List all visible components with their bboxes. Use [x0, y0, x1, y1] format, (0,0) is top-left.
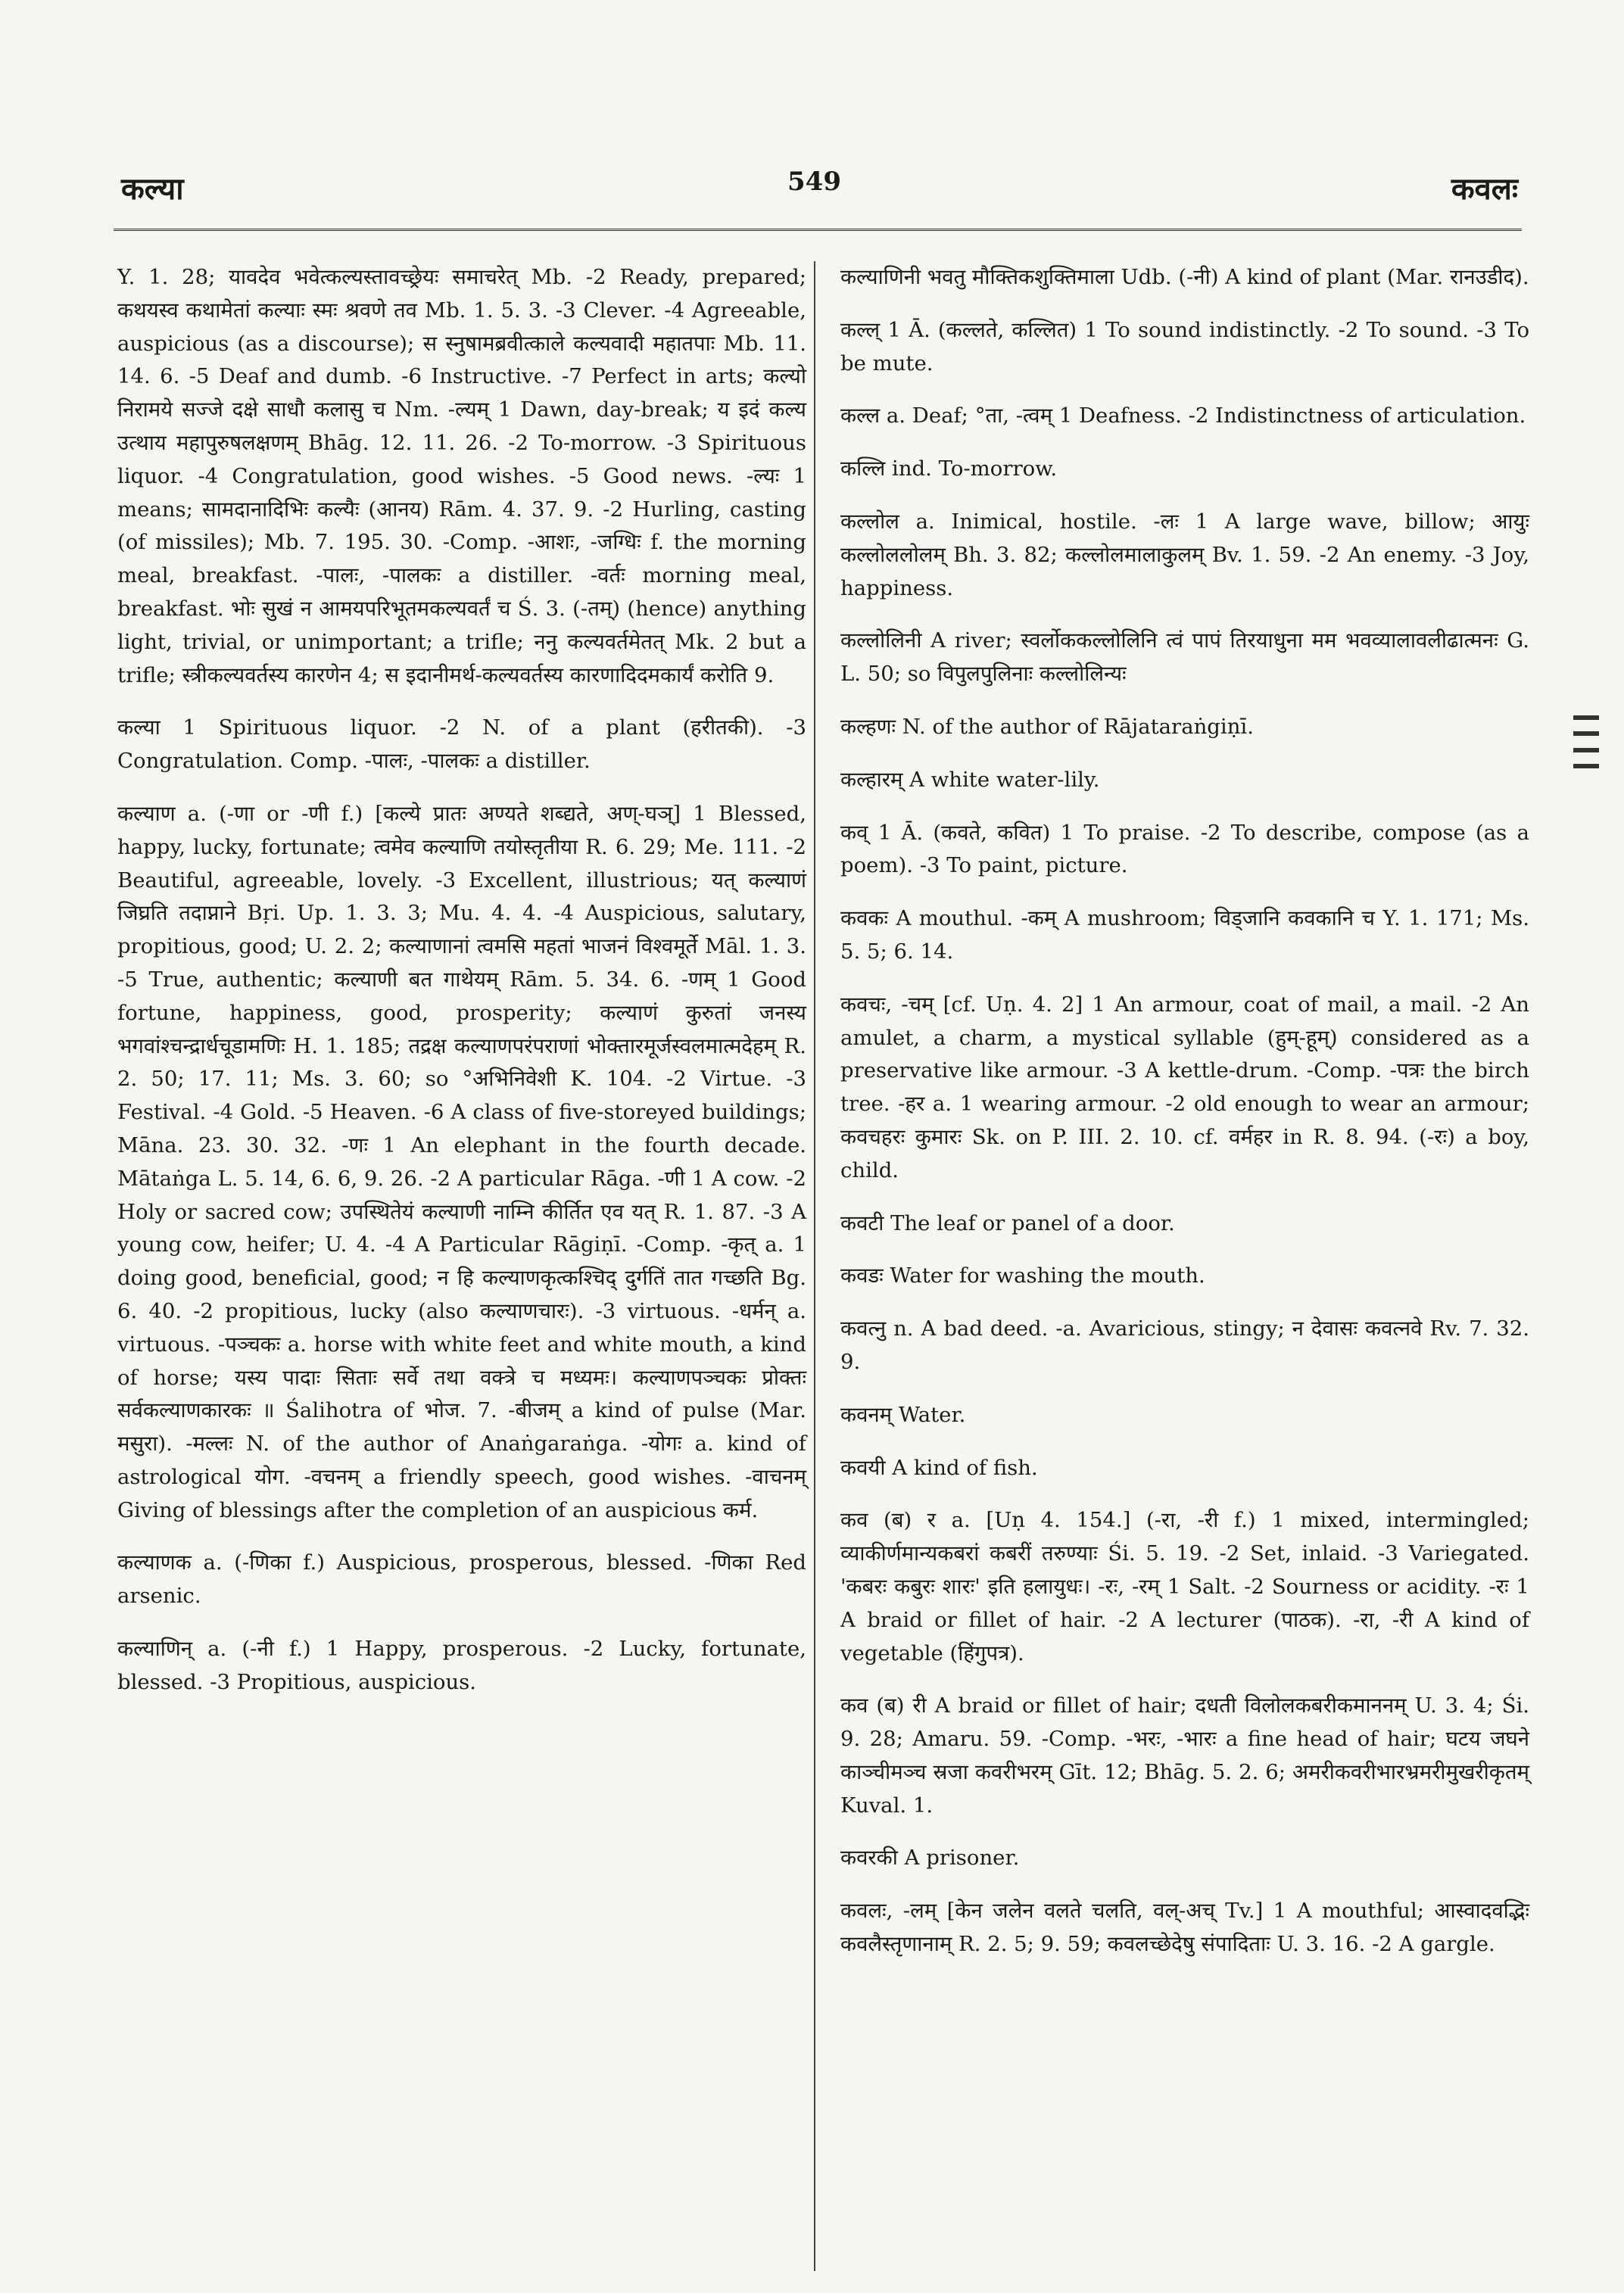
dictionary-entry [117, 1547, 806, 1613]
dictionary-entry [840, 261, 1529, 294]
dictionary-entry [840, 1504, 1529, 1670]
dictionary-entry [840, 1842, 1529, 1875]
entry-text: कवकः A mouthul. -कम् A mushroom; विड्जानि कवकानि च Y. 1. 171; Ms. 5. 5; 6. 14. [840, 906, 1529, 964]
entry-text: कवत्नु n. A bad deed. -a. Avaricious, stingy; न देवासः कवत्नवे Rv. 7. 32. 9. [840, 1316, 1529, 1374]
entry-text: कल्याणिन् a. (-नी f.) 1 Happy, prosperous. -2 Lucky, fortunate, blessed. -3 Propitious, auspicious. [117, 1637, 806, 1694]
header-guide-word-left: कल्या [121, 171, 184, 207]
entry-text: कवटी The leaf or panel of a door. [840, 1210, 1175, 1235]
dictionary-entry [840, 625, 1529, 691]
dictionary-entry [840, 1207, 1529, 1241]
dictionary-entry [840, 314, 1529, 381]
dictionary-entry [117, 261, 806, 692]
column-divider [814, 261, 815, 2271]
entry-text: कवयी A kind of fish. [840, 1455, 1038, 1480]
entry-text: कल्हारम् A white water-lily. [840, 767, 1100, 792]
dictionary-entry [840, 453, 1529, 486]
header-rule [114, 229, 1522, 231]
entry-text: कवनम् Water. [840, 1402, 966, 1427]
dictionary-entry [840, 1895, 1529, 1961]
dictionary-entry [840, 1260, 1529, 1293]
entry-text: कव् 1 Ā. (कवते, कवित) 1 To praise. -2 To describe, compose (as a poem). -3 To paint, picture. [840, 820, 1529, 878]
entry-text: कल्या 1 Spirituous liquor. -2 N. of a plant (हरीतकी). -3 Congratulation. Comp. -पालः, -पालकः a distiller. [117, 715, 806, 774]
dictionary-entry [840, 1452, 1529, 1485]
entry-text: कव (ब) री A braid or fillet of hair; दधती विलोलकबरीकमाननम् U. 3. 4; Śi. 9. 28; Amaru. 59. -Comp. -भरः, -भारः a fine head of hair; घटय जघने काञ्चीमञ्च स्रजा कवरीभरम् Gīt. 12; Bhāg. 5. 2. 6; अमरीकवरीभारभ्रमरीमुखरीकृतम् Kuval. 1. [840, 1693, 1529, 1818]
dictionary-entry [840, 1313, 1529, 1379]
left-column [117, 261, 806, 1719]
dictionary-entry [840, 989, 1529, 1188]
entry-text: कवडः Water for washing the mouth. [840, 1263, 1205, 1288]
entry-text: कल्हणः N. of the author of Rājataraṅgiṇī. [840, 714, 1254, 739]
entry-text: कल्लि ind. To-morrow. [840, 456, 1058, 481]
dictionary-entry [840, 1399, 1529, 1432]
dictionary-entry [117, 798, 806, 1528]
dictionary-entry [840, 400, 1529, 433]
dictionary-entry [840, 711, 1529, 744]
entry-text: Y. 1. 28; यावदेव भवेत्कल्यस्तावच्छ्रेयः समाचरेत् Mb. -2 Ready, prepared; कथयस्व कथामेतां कल्याः स्मः श्रवणे तव Mb. 1. 5. 3. -3 Clever. -4 Agreeable, auspicious (as a discourse); स स्नुषामब्रवीत्काले कल्यवादी महातपाः Mb. 11. 14. 6. -5 Deaf and dumb. -6 Instructive. -7 Perfect in arts; कल्यो निरामये सज्जे दक्षे साधौ कलासु च Nm. -ल्यम् 1 Dawn, day-break; य इदं कल्य उत्थाय महापुरुषलक्षणम् Bhāg. 12. 11. 26. -2 To-morrow. -3 Spirituous liquor. -4 Congratulation, good wishes. -5 Good news. -ल्यः 1 means; सामदानादिभिः कल्यैः (आनय) Rām. 4. 37. 9. -2 Hurling, casting (of missiles); Mb. 7. 195. 30. -Comp. -आशः, -जग्धिः f. the morning meal, breakfast. -पालः, -पालकः a distiller. -वर्तः morning meal, breakfast. भोः सुखं न आमयपरिभूतमकल्यवर्तं च Ś. 3. (-तम्) (hence) anything light, trivial, or unimportant; a trifle; ननु कल्यवर्तमेतत् Mk. 2 but a trifle; स्त्रीकल्यवर्तस्य कारणेन 4; स इदानीमर्थ-कल्यवर्तस्य कारणादिदमकार्यं करोति 9. [117, 265, 806, 687]
dictionary-entry [117, 712, 806, 778]
entry-text: कल्याण a. (-णा or -णी f.) [कल्ये प्रातः अण्यते शब्द्यते, अण्-घञ्] 1 Blessed, happy, lucky, fortunate; त्वमेव कल्याणि तयोस्तृतीया R. 6. 29; Me. 111. -2 Beautiful, agreeable, lovely. -3 Excellent, illustrious; यत् कल्याणं जिघ्रति तदाप्नाने Bṛi. Up. 1. 3. 3; Mu. 4. 4. -4 Auspicious, salutary, propitious, good; U. 2. 2; कल्याणानां त्वमसि महतां भाजनं विश्वमूर्ते Māl. 1. 3. -5 True, authentic; कल्याणी बत गाथेयम् Rām. 5. 34. 6. -णम् 1 Good fortune, happiness, good, prosperity; कल्याणं कुरुतां जनस्य भगवांश्चन्द्रार्धचूडामणिः H. 1. 185; तद्रक्ष कल्याणपरंपराणां भोक्तारमूर्जस्वलमात्मदेहम् R. 2. 50; 17. 11; Ms. 3. 60; so °अभिनिवेशी K. 104. -2 Virtue. -3 Festival. -4 Gold. -5 Heaven. -6 A class of five-storeyed buildings; Māna. 23. 30. 32. -णः 1 An elephant in the fourth decade. Mātaṅga L. 5. 14, 6. 6, 9. 26. -2 A particular Rāga. -णी 1 A cow. -2 Holy or sacred cow; उपस्थितेयं कल्याणी नाम्नि कीर्तित एव यत् R. 1. 87. -3 A young cow, heifer; U. 4. -4 A Particular Rāgiṇī. -Comp. -कृत् a. 1 doing good, beneficial, good; न हि कल्याणकृत्कश्चिद् दुर्गतिं तात गच्छति Bg. 6. 40. -2 propitious, lucky (also कल्याणचारः). -3 virtuous. -धर्मन् a. virtuous. -पञ्चकः a. horse with white feet and white mouth, a kind of horse; यस्य पादाः सिताः सर्वे तथा वक्त्रे च मध्यमः। कल्याणपञ्चकः प्रोक्तः सर्वकल्याणकारकः ॥ Śalihotra of भोज. 7. -बीजम् a kind of pulse (Mar. मसुरा). -मल्लः N. of the author of Anaṅgaraṅga. -योगः a. kind of astrological योग. -वचनम् a friendly speech, good wishes. -वाचनम् Giving of blessings after the completion of an auspicious कर्म. [117, 801, 806, 1522]
thumb-mark-line [1573, 715, 1599, 720]
entry-text: कल्लोल a. Inimical, hostile. -लः 1 A large wave, billow; आयुः कल्लोललोलम् Bh. 3. 82; कल्लोलमालाकुलम् Bv. 1. 59. -2 An enemy. -3 Joy, happiness. [840, 509, 1529, 600]
entry-text: कवचः, -चम् [cf. Uṇ. 4. 2] 1 An armour, coat of mail, a mail. -2 An amulet, a charm, a mystical syllable (हुम्-हूम्) considered as a preservative like armour. -3 A kettle-drum. -Comp. -पत्रः the birch tree. -हर a. 1 wearing armour. -2 old enough to wear an armour; कवचहरः कुमारः Sk. on P. III. 2. 10. cf. वर्महर in R. 8. 94. (-रः) a boy, child. [840, 992, 1529, 1182]
entry-text: कल्ल a. Deaf; °ता, -त्वम् 1 Deafness. -2 Indistinctness of articulation. [840, 403, 1526, 428]
dictionary-entry [840, 817, 1529, 883]
dictionary-entry [840, 902, 1529, 969]
entry-text: कव (ब) र a. [Uṇ 4. 154.] (-रा, -री f.) 1 mixed, intermingled; व्याकीर्णमान्यकबरां कबरीं तरुण्याः Śi. 5. 19. -2 Set, inlaid. -3 Variegated. 'कबरः कबुरः शारः' इति हलायुधः। -रः, -रम् 1 Salt. -2 Sourness or acidity. -रः 1 A braid or fillet of hair. -2 A lecturer (पाठक). -रा, -री A kind of vegetable (हिंगुपत्र). [840, 1508, 1529, 1665]
dictionary-entry [840, 1690, 1529, 1822]
entry-text: कवरकी A prisoner. [840, 1846, 1020, 1871]
dictionary-entry [840, 764, 1529, 797]
entry-text: कल्याणिनी भवतु मौक्तिकशुक्तिमाला Udb. (-नी) A kind of plant (Mar. रानउडीद). [840, 265, 1529, 289]
entry-text: कल्लोलिनी A river; स्वर्लोककल्लोलिनि त्वं पापं तिरयाधुना मम भवव्यालावलीढात्मनः G. L. 50; so विपुलपुलिनाः कल्लोलिन्यः [840, 628, 1529, 687]
entry-text: कल्ल् 1 Ā. (कल्लते, कल्लित) 1 To sound indistinctly. -2 To sound. -3 To be mute. [840, 317, 1529, 375]
right-column [840, 261, 1529, 1981]
dictionary-entry [117, 1633, 806, 1699]
thumb-mark-line [1573, 731, 1599, 736]
thumb-mark-line [1573, 748, 1599, 752]
margin-thumb-mark [1573, 715, 1599, 768]
dictionary-entry [840, 506, 1529, 605]
header-guide-word-right: कवलः [1451, 171, 1518, 207]
entry-text: कवलः, -लम् [केन जलेन वलते चलति, वल्-अच् Tv.] 1 A mouthful; आस्वादवद्भिः कवलैस्तृणानाम् R. 2. 5; 9. 59; कवलच्छेदेषु संपादिताः U. 3. 16. -2 A gargle. [840, 1899, 1529, 1957]
page-number: 549 [787, 167, 841, 197]
entry-text: कल्याणक a. (-णिका f.) Auspicious, prosperous, blessed. -णिका Red arsenic. [117, 1550, 806, 1609]
thumb-mark-line [1573, 764, 1599, 768]
